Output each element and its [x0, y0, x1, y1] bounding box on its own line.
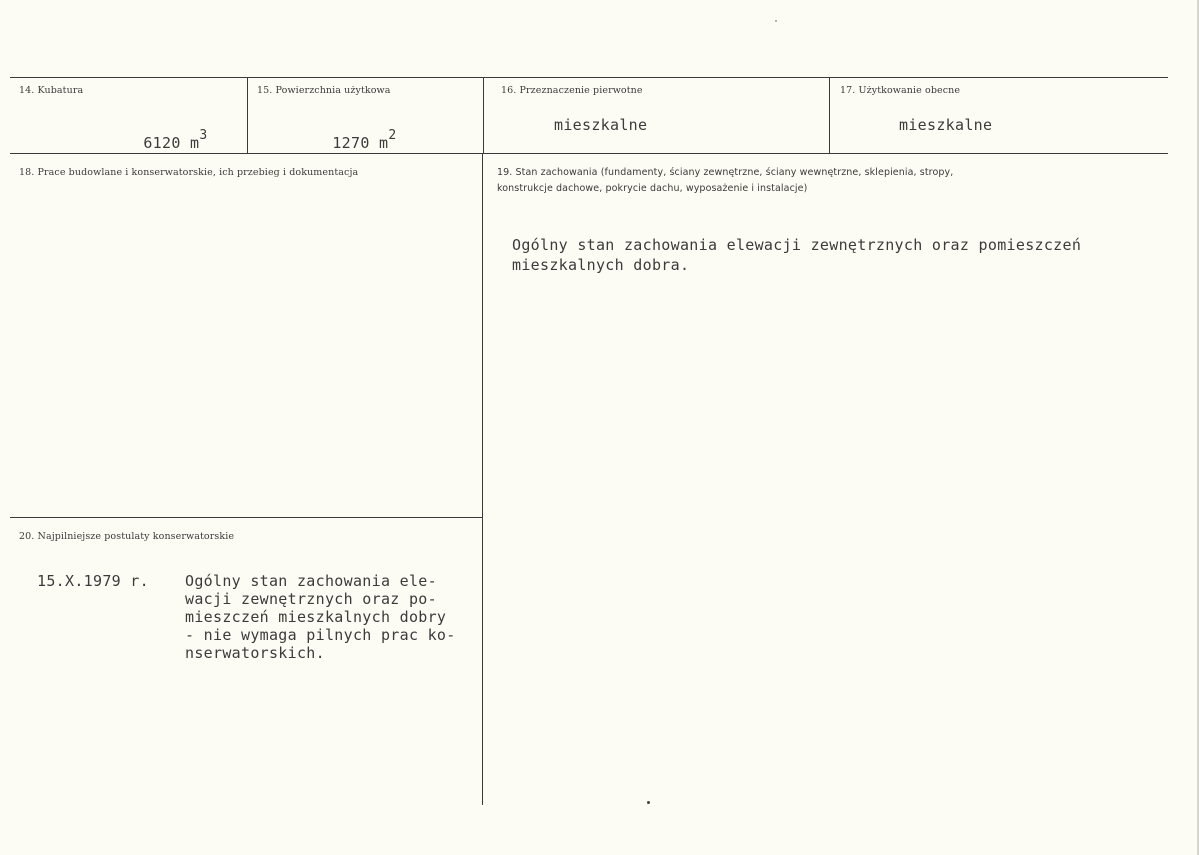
- field-20-text-line2: wacji zewnętrznych oraz po-: [185, 590, 437, 608]
- field-19-text-line1: Ogólny stan zachowania elewacji zewnętrznych oraz pomieszczeń: [512, 236, 1082, 254]
- divider-left-right: [482, 153, 483, 805]
- field-17-label: 17. Użytkowanie obecne: [840, 85, 961, 96]
- field-20-text-line1: Ogólny stan zachowania ele-: [185, 572, 437, 590]
- field-14-value-text: 6120 m: [143, 134, 200, 152]
- field-19-text-line2: mieszkalnych dobra.: [512, 256, 690, 274]
- divider-14-15: [247, 77, 248, 153]
- field-14-value: [106, 116, 207, 170]
- field-15-unit-exponent: 2: [388, 128, 397, 143]
- divider-15-16: [483, 77, 484, 153]
- field-16-label: 16. Przeznaczenie pierwotne: [501, 85, 643, 96]
- ink-dot-top: [775, 20, 777, 22]
- field-20-text-line4: - nie wymaga pilnych prac ko-: [185, 626, 456, 644]
- field-15-label: 15. Powierzchnia użytkowa: [257, 85, 391, 96]
- field-16-value: mieszkalne: [554, 116, 648, 134]
- field-20-text-line5: nserwatorskich.: [185, 644, 325, 662]
- field-19-label-line2: konstrukcje dachowe, pokrycie dachu, wyposażenie i instalacje): [497, 183, 808, 194]
- field-20-text-line3: mieszczeń mieszkalnych dobry: [185, 608, 447, 626]
- field-20-label: 20. Najpilniejsze postulaty konserwatorskie: [19, 531, 235, 542]
- field-18-label: 18. Prace budowlane i konserwatorskie, ich przebieg i dokumentacja: [19, 167, 359, 178]
- field-14-unit-exponent: 3: [199, 128, 208, 143]
- field-17-value: mieszkalne: [899, 116, 993, 134]
- field-14-label: 14. Kubatura: [19, 85, 84, 96]
- field-15-value-text: 1270 m: [332, 134, 389, 152]
- top-rule: [10, 77, 1168, 78]
- divider-16-17: [829, 77, 830, 153]
- field-15-value: [295, 116, 396, 170]
- section20-top-rule: [10, 517, 482, 518]
- field-20-date: 15.X.1979 r.: [37, 572, 149, 590]
- ink-dot: [647, 801, 650, 804]
- field-19-label-line1: 19. Stan zachowania (fundamenty, ściany zewnętrzne, ściany wewnętrzne, sklepienia, stropy,: [497, 167, 954, 178]
